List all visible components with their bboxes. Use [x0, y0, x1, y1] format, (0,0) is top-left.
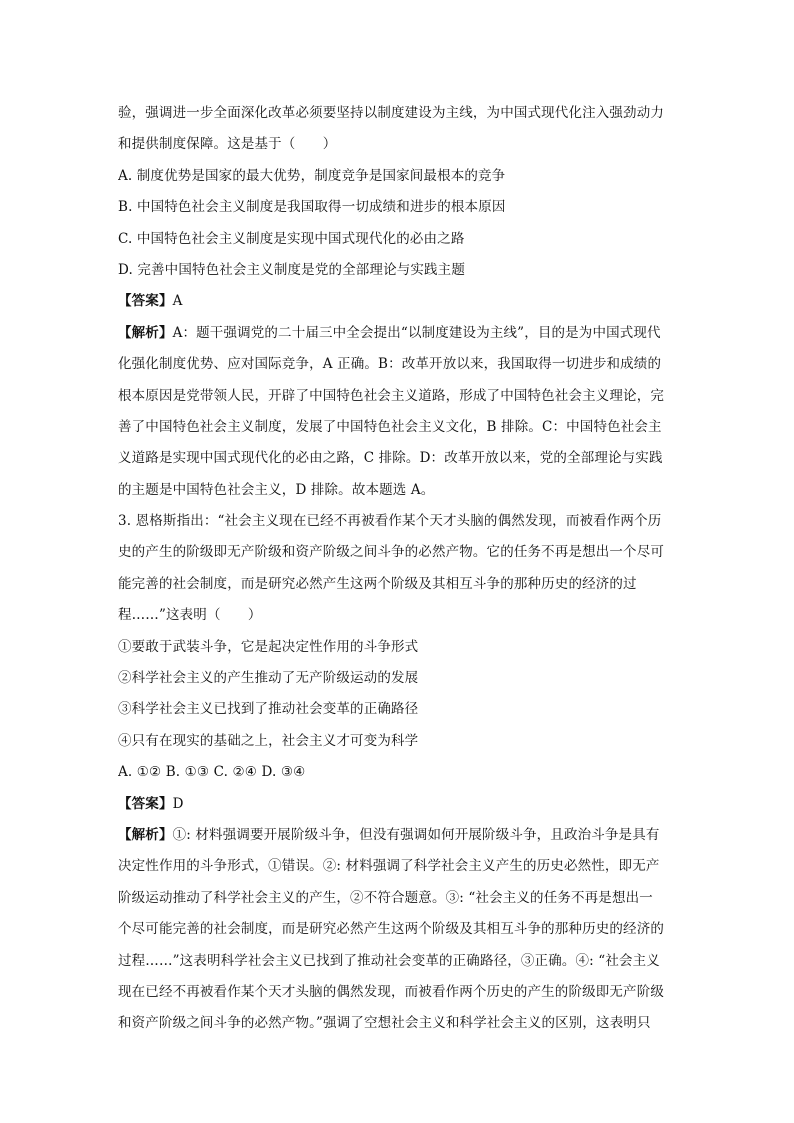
q3-statement-1: ①要敢于武装斗争，它是起决定性作用的斗争形式 — [118, 638, 419, 655]
q3-analysis-line: 个尽可能完善的社会制度，而是研究必然产生这两个阶级及其相互斗争的那种历史的经济的 — [118, 921, 664, 938]
question-2 — [118, 98, 678, 506]
q3-stem-line: 3. 恩格斯指出：“社会主义现在已经不再被看作某个天才头脑的偶然发现，而被看作两个历 — [118, 513, 662, 530]
analysis-text: A：题干强调党的二十届三中全会提出“以制度建设为主线”，目的是为中国式现代 — [172, 324, 661, 341]
q3-statement-2: ②科学社会主义的产生推动了无产阶级运动的发展 — [118, 670, 419, 687]
q2-analysis-line: 义道路是实现中国式现代化的必由之路，C 排除。D：改革开放以来，党的全部理论与实践 — [118, 450, 663, 467]
q2-stem-line: 和提供制度保障。这是基于（ ） — [118, 136, 337, 153]
analysis-label: 【解析】 — [118, 826, 173, 843]
answer-value: A — [172, 293, 183, 310]
q3-statement-4: ④只有在现实的基础之上，社会主义才可变为科学 — [118, 732, 419, 749]
q2-option-b: B. 中国特色社会主义制度是我国取得一切成绩和进步的根本原因 — [118, 199, 506, 216]
answer-label: 【答案】 — [118, 293, 173, 310]
q3-stem-line: 程……”这表明（ ） — [118, 607, 262, 624]
q2-analysis-line: 善了中国特色社会主义制度，发展了中国特色社会主义文化，B 排除。C：中国特色社会主 — [118, 418, 662, 435]
q2-analysis-line: 的主题是中国特色社会主义，D 排除。故本题选 A。 — [118, 481, 435, 498]
document-page — [118, 98, 678, 1040]
q2-option-d: D. 完善中国特色社会主义制度是党的全部理论与实践主题 — [118, 261, 465, 278]
q2-stem-line: 验，强调进一步全面深化改革必须要坚持以制度建设为主线，为中国式现代化注入强劲动力 — [118, 105, 664, 121]
q3-choices: A. ①② B. ①③ C. ②④ D. ③④ — [118, 764, 306, 781]
q2-option-a: A. 制度优势是国家的最大优势，制度竞争是国家间最根本的竞争 — [118, 167, 506, 184]
q3-stem-line: 能完善的社会制度，而是研究必然产生这两个阶级及其相互斗争的那种历史的经济的过 — [118, 575, 637, 592]
q3-analysis-line: 阶级运动推动了科学社会主义的产生，②不符合题意。③: “社会主义的任务不再是想出一 — [118, 889, 653, 906]
q2-answer — [118, 286, 678, 317]
q3-analysis-line: 和资产阶级之间斗争的必然产物。”强调了空想社会主义和科学社会主义的区别，这表明只 — [118, 1015, 651, 1032]
q2-analysis-line: 化强化制度优势、应对国际竞争，A 正确。B：改革开放以来，我国取得一切进步和成绩的 — [118, 356, 662, 373]
q3-answer — [118, 789, 678, 820]
analysis-label: 【解析】 — [118, 324, 173, 341]
analysis-text: ①: 材料强调要开展阶级斗争，但没有强调如何开展阶级斗争，且政治斗争是具有 — [172, 826, 660, 843]
answer-label: 【答案】 — [118, 795, 173, 812]
q3-analysis-line: 现在已经不再被看作某个天才头脑的偶然发现，而被看作两个历史的产生的阶级即无产阶级 — [118, 983, 664, 1000]
q3-stem-line: 史的产生的阶级即无产阶级和资产阶级之间斗争的必然产物。它的任务不再是想出一个尽可 — [118, 544, 664, 561]
q3-analysis-line: 决定性作用的斗争形式，①错误。②: 材料强调了科学社会主义产生的历史必然性，即无产 — [118, 858, 660, 875]
q3-analysis-line: 过程……”这表明科学社会主义已找到了推动社会变革的正确路径，③正确。④: “社会主义 — [118, 952, 660, 969]
q2-analysis-line: 根本原因是党带领人民，开辟了中国特色社会主义道路，形成了中国特色社会主义理论，完 — [118, 387, 664, 404]
answer-value: D — [172, 795, 184, 812]
q3-statement-3: ③科学社会主义已找到了推动社会变革的正确路径 — [118, 701, 419, 718]
q2-option-c: C. 中国特色社会主义制度是实现中国式现代化的必由之路 — [118, 230, 465, 247]
question-3 — [118, 506, 678, 1040]
q3-analysis-line — [118, 820, 678, 851]
q2-analysis-line — [118, 318, 678, 349]
